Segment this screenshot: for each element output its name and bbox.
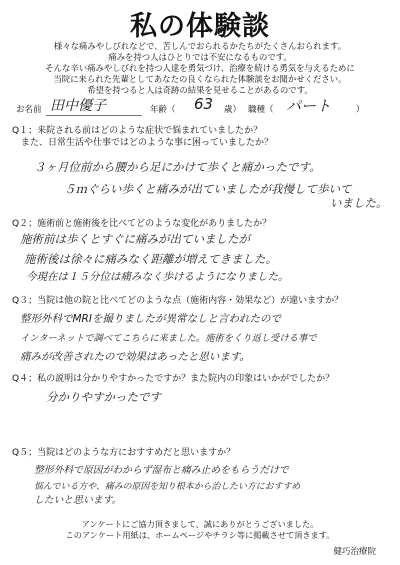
answer-2-line: 施術前は歩くとすぐに痛みが出ていましたが [20, 232, 250, 246]
answer-2 [20, 232, 289, 284]
answer-1-line: ３ヶ月位前から腰から足にかけて歩くと痛かったです。 [34, 160, 321, 174]
intro-line: 痛みを持つ人はひとりでは不安になるものです。 [108, 52, 292, 62]
age-suffix: 歳） [224, 105, 242, 115]
name-label: お名前 [16, 105, 42, 115]
closing-line: アンケートにご協力頂きまして、誠にありがとうございました。 [81, 519, 319, 529]
question-3 [12, 295, 343, 307]
intro-line: 当院に来られた先輩としてあなたの良くなられた体験談をお聞かせください。 [53, 74, 347, 84]
age-value: 63 [194, 95, 214, 113]
answer-2-line: 施術後は徐々に痛みなく距離が増えてきました。 [24, 252, 277, 266]
answer-4-line: 分かりやすかったです [46, 390, 161, 404]
answer-3-line: 痛みが改善されたので効果はあったと思います。 [20, 351, 251, 363]
answer-1-line: ５ｍぐらい歩くと痛みが出ていましたが我慢して歩いて [64, 182, 352, 196]
question-4 [12, 373, 334, 385]
closing-line: このアンケート用紙は、ホームページやチラシ等に掲載させて頂きます。 [65, 530, 335, 540]
clinic-name: 健巧治療院 [333, 547, 376, 557]
question-5 [12, 447, 235, 459]
answer-3-line: インターネットで調べてこちらに来ました。施術をくり返し受ける事で [20, 333, 317, 344]
intro-line: 希望を持つると人は奇跡の結果を見せることがあるのです。 [87, 85, 313, 95]
answer-1-line: いました。 [330, 196, 388, 210]
question-3-line: Q３；当院は他の院と比べてどのような点（施術内容・効果など）が違いますか？ [12, 296, 344, 306]
closing-message [0, 519, 400, 541]
answer-5 [34, 464, 300, 508]
question-1-line: また、日常生活や仕事ではどのような事に困っていましたか？ [12, 138, 274, 148]
respondent-info-row [16, 95, 386, 115]
page-title: 私の体験談 [130, 11, 270, 42]
answer-1 [34, 160, 388, 210]
answer-5-line: 悩んでいる方や、痛みの原因を知り根本から治したい方におすすめ [34, 482, 301, 492]
name-underline [46, 115, 142, 116]
intro-line: 様々な痛みやしびれなどで、苦しんでおられるかたちがたくさんおられます。 [53, 41, 347, 51]
question-5-line: Q５；当院はどのような方におすすめだと思いますか？ [12, 448, 236, 458]
intro-line: そんな辛い痛みやしびれを持つ人達を勇気づけ、治療を続ける勇気を与えるために [45, 63, 355, 73]
age-label: 年齢（ [150, 105, 176, 115]
question-1-line: Q１；来院される前はどのような症状で悩まれていましたか？ [12, 126, 263, 136]
job-suffix: ） [356, 105, 365, 115]
answer-5-line: 整形外科で原因がわからず湿布と痛み止めをもらうだけで [34, 465, 289, 476]
intro-text [10, 41, 390, 96]
question-4-line: Q４；私の説明は分かりやすかったですか？また院内の印象はいかがでしたか？ [12, 374, 335, 384]
job-label: 職種（ [248, 105, 274, 115]
question-1 [12, 125, 273, 149]
answer-4 [46, 390, 161, 404]
answer-5-line: したいと思います。 [34, 495, 122, 506]
answer-3 [20, 312, 317, 364]
name-value: 田中優子 [50, 98, 106, 114]
answer-2-line: 今現在は１５分位は痛みなく歩けるようになりました。 [26, 271, 289, 283]
answer-3-line: 整形外科でMRIを撮りましたが異常なしと言われたので [20, 313, 281, 325]
question-2-line: Q２；施術前と施術後を比べてどのような変化がありましたか？ [12, 219, 272, 229]
job-value: パート [286, 97, 332, 115]
question-2 [12, 218, 271, 230]
